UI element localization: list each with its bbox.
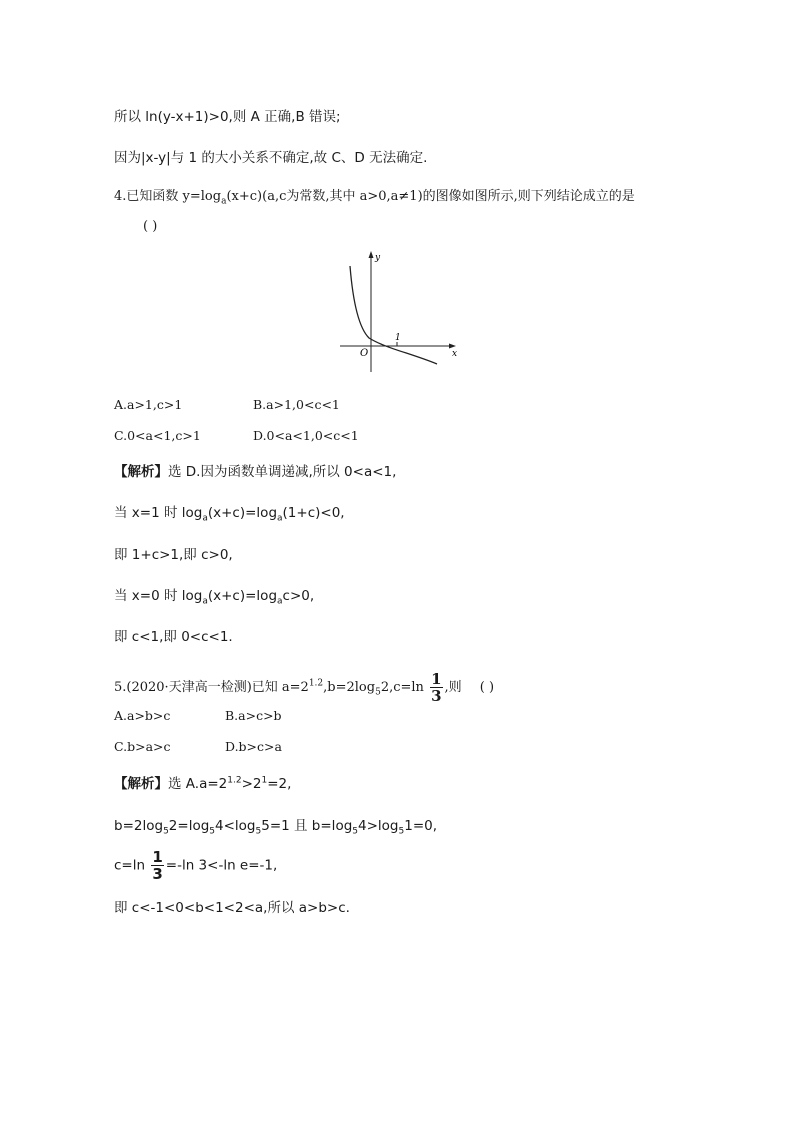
text: 选 A.a=2 bbox=[168, 776, 228, 792]
text: 因为|x-y|与 1 的大小关系不确定,故 C、D 无法确定. bbox=[114, 150, 428, 166]
y-axis-arrow bbox=[369, 251, 374, 258]
q5-solution-line-4 bbox=[114, 899, 350, 917]
stem-sub: 5 bbox=[375, 687, 381, 698]
origin-label: O bbox=[360, 348, 369, 359]
answer-paren: ( ) bbox=[479, 680, 495, 695]
text: 当 x=0 时 log bbox=[114, 588, 203, 604]
fraction-denominator: 3 bbox=[152, 865, 163, 883]
question-4-answer-paren: ( ) bbox=[143, 219, 158, 234]
function-graph bbox=[335, 248, 475, 378]
text: >2 bbox=[241, 776, 262, 792]
text: (1+c)<0, bbox=[282, 505, 345, 521]
text: 选 D.因为函数单调递减,所以 0<a<1, bbox=[168, 464, 397, 480]
sup: 1.2 bbox=[227, 775, 242, 786]
text: (x+c)=log bbox=[207, 588, 278, 604]
q5-solution-line-2 bbox=[114, 817, 437, 835]
q4-option-a: A.a>1,c>1 bbox=[114, 397, 183, 412]
solution-tag: 【解析】 bbox=[114, 776, 168, 792]
text: c=ln bbox=[114, 857, 146, 874]
sub: 5 bbox=[255, 826, 262, 837]
text-line-1 bbox=[114, 108, 341, 126]
sup: 1 bbox=[261, 775, 268, 786]
text: b=2log bbox=[114, 818, 164, 834]
text: 即 1+c>1,即 c>0, bbox=[114, 547, 233, 563]
q5-option-a: A.a>b>c bbox=[114, 708, 171, 723]
q4-solution-line-5 bbox=[114, 628, 233, 646]
stem-part: 4.已知函数 y=log bbox=[114, 189, 222, 204]
q4-solution-line-2 bbox=[114, 504, 345, 522]
sub: 5 bbox=[209, 826, 216, 837]
sub: 5 bbox=[398, 826, 405, 837]
stem-sup: 1.2 bbox=[308, 678, 324, 689]
q4-option-c: C.0<a<1,c>1 bbox=[114, 428, 201, 443]
sub: a bbox=[277, 513, 283, 524]
q4-option-b: B.a>1,0<c<1 bbox=[253, 397, 340, 412]
q5-option-d: D.b>c>a bbox=[225, 739, 282, 754]
text: 4<log bbox=[215, 818, 256, 834]
text-line-2 bbox=[114, 149, 427, 167]
q5-option-b: B.a>c>b bbox=[225, 708, 282, 723]
text: 即 c<-1<0<b<1<2<a,所以 a>b>c. bbox=[114, 900, 350, 916]
q4-solution-line-3 bbox=[114, 546, 233, 564]
question-5-stem bbox=[114, 672, 494, 703]
question-4-stem bbox=[114, 188, 635, 206]
x-axis-label: x bbox=[452, 349, 458, 359]
text: c>0, bbox=[282, 588, 315, 604]
text: (x+c)=log bbox=[207, 505, 278, 521]
fraction-numerator: 1 bbox=[152, 848, 163, 866]
fraction-numerator: 1 bbox=[431, 670, 442, 688]
sub: a bbox=[202, 513, 208, 524]
q5-option-c: C.b>a>c bbox=[114, 739, 171, 754]
text: 2=log bbox=[168, 818, 210, 834]
sub: 5 bbox=[352, 826, 359, 837]
stem-part: ,则 bbox=[444, 680, 462, 695]
text: 即 c<1,即 0<c<1. bbox=[114, 629, 233, 645]
stem-sub: a bbox=[221, 196, 227, 207]
text: 所以 ln(y-x+1)>0,则 A 正确,B 错误; bbox=[114, 109, 341, 125]
stem-part: ,b=2log bbox=[323, 680, 376, 695]
stem-part: 5.(2020·天津高一检测)已知 a=2 bbox=[114, 680, 309, 695]
sub: 5 bbox=[163, 826, 169, 837]
fraction bbox=[430, 672, 442, 703]
fraction-denominator: 3 bbox=[431, 687, 442, 705]
solution-tag: 【解析】 bbox=[114, 464, 168, 480]
text: 1=0, bbox=[404, 818, 438, 834]
x-axis-arrow bbox=[449, 344, 456, 349]
q5-solution-line-3 bbox=[114, 850, 277, 881]
text: =-ln 3<-ln e=-1, bbox=[165, 857, 278, 874]
q4-solution-line-1 bbox=[114, 463, 396, 481]
text: 当 x=1 时 log bbox=[114, 505, 203, 521]
stem-part: (x+c)(a,c为常数,其中 a>0,a≠1)的图像如图所示,则下列结论成立的是 bbox=[226, 189, 635, 204]
fraction bbox=[151, 850, 163, 881]
q4-solution-line-4 bbox=[114, 587, 314, 605]
y-axis-label: y bbox=[375, 253, 381, 263]
tick-label-1: 1 bbox=[395, 333, 401, 343]
text: =2, bbox=[267, 776, 292, 792]
sub: a bbox=[202, 596, 208, 607]
sub: a bbox=[277, 596, 283, 607]
q4-option-d: D.0<a<1,0<c<1 bbox=[253, 428, 359, 443]
text: 5=1 且 b=log bbox=[261, 818, 353, 834]
text: 4>log bbox=[358, 818, 399, 834]
stem-part: 2,c=ln bbox=[380, 680, 424, 695]
q5-solution-line-1 bbox=[114, 775, 291, 793]
